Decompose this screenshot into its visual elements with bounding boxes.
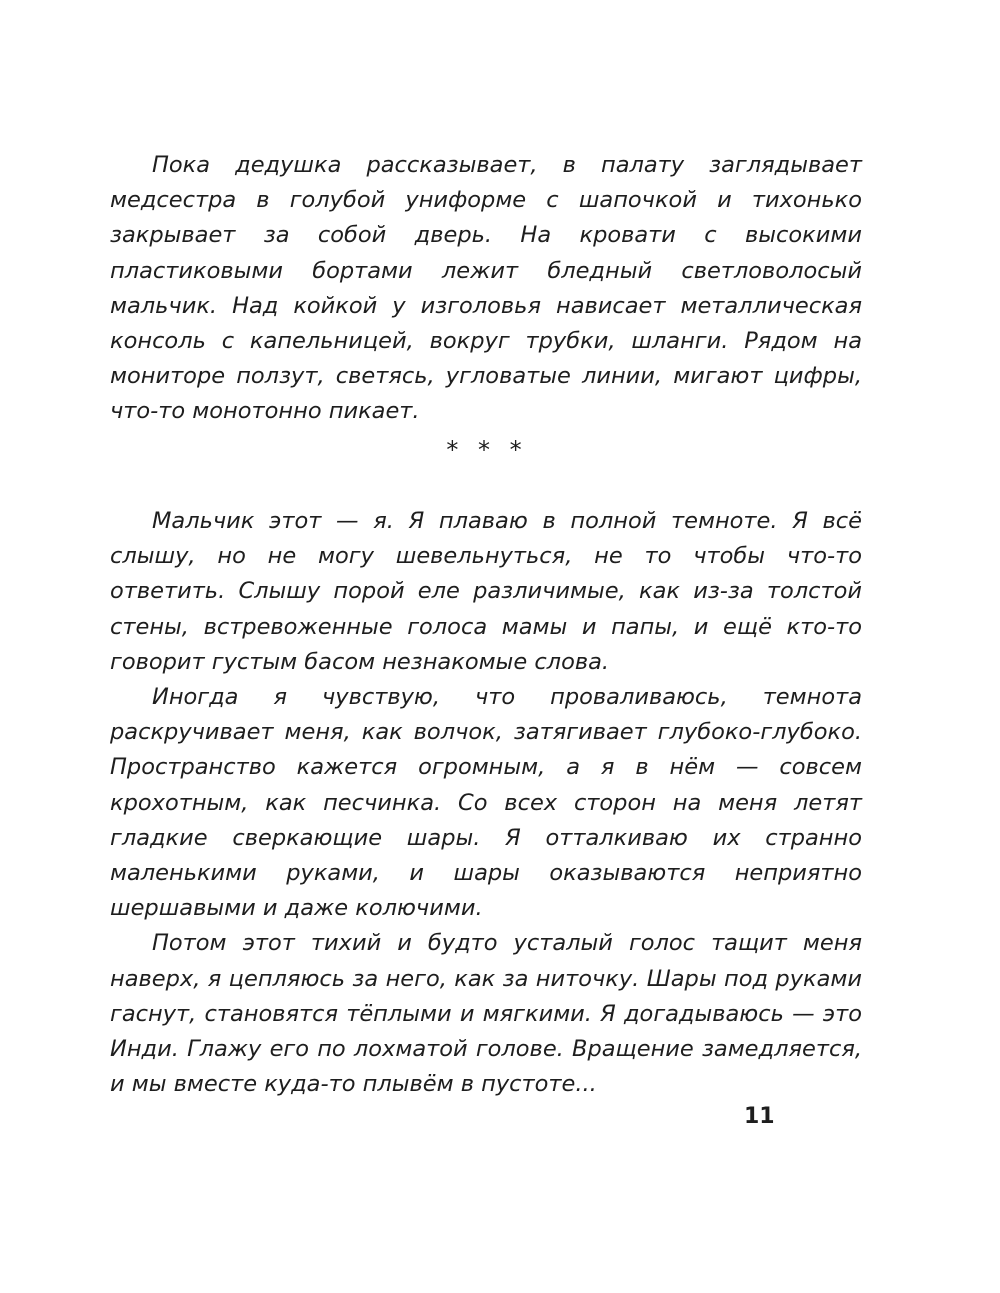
text-section-bottom (110, 504, 862, 1102)
text-section-top (110, 148, 862, 430)
page-number: 11 (744, 1104, 775, 1129)
paragraph: Пока дедушка рассказывает, в палату заглядывает медсестра в голубой униформе с шапочкой и тихонько закрывает за собой дверь. На кровати с высокими пластиковыми бортами лежит бледный светловолосый мальчик. Над койкой у изголовья нависает металлическая консоль с капельницей, вокруг трубки, шланги. Рядом на мониторе ползут, светясь, угловатые линии, мигают цифры, что-то монотонно пикает. (110, 152, 862, 425)
paragraph: Иногда я чувствую, что проваливаюсь, темнота раскручивает меня, как волчок, затягивает глубоко-глубоко. Пространство кажется огромным, а я в нём — совсем крохотным, как песчинка. Со всех сторон на меня летят гладкие сверкающие шары. Я отталкиваю их странно маленькими руками, и шары оказываются неприятно шершавыми и даже колючими. (110, 684, 862, 922)
paragraph: Мальчик этот — я. Я плаваю в полной темноте. Я всё слышу, но не могу шевельнуться, не то чтобы что-то ответить. Слышу порой еле различимые, как из-за толстой стены, встревоженные голоса мамы и папы, и ещё кто-то говорит густым басом незнакомые слова. (110, 508, 862, 675)
section-separator: * * * (446, 436, 528, 464)
paragraph: Потом этот тихий и будто усталый голос тащит меня наверх, я цепляюсь за него, как за ниточку. Шары под руками гаснут, становятся тёплыми и мягкими. Я догадываюсь — это Инди. Глажу его по лохматой голове. Вращение замедляется, и мы вместе куда-то плывём в пустоте... (110, 930, 862, 1098)
